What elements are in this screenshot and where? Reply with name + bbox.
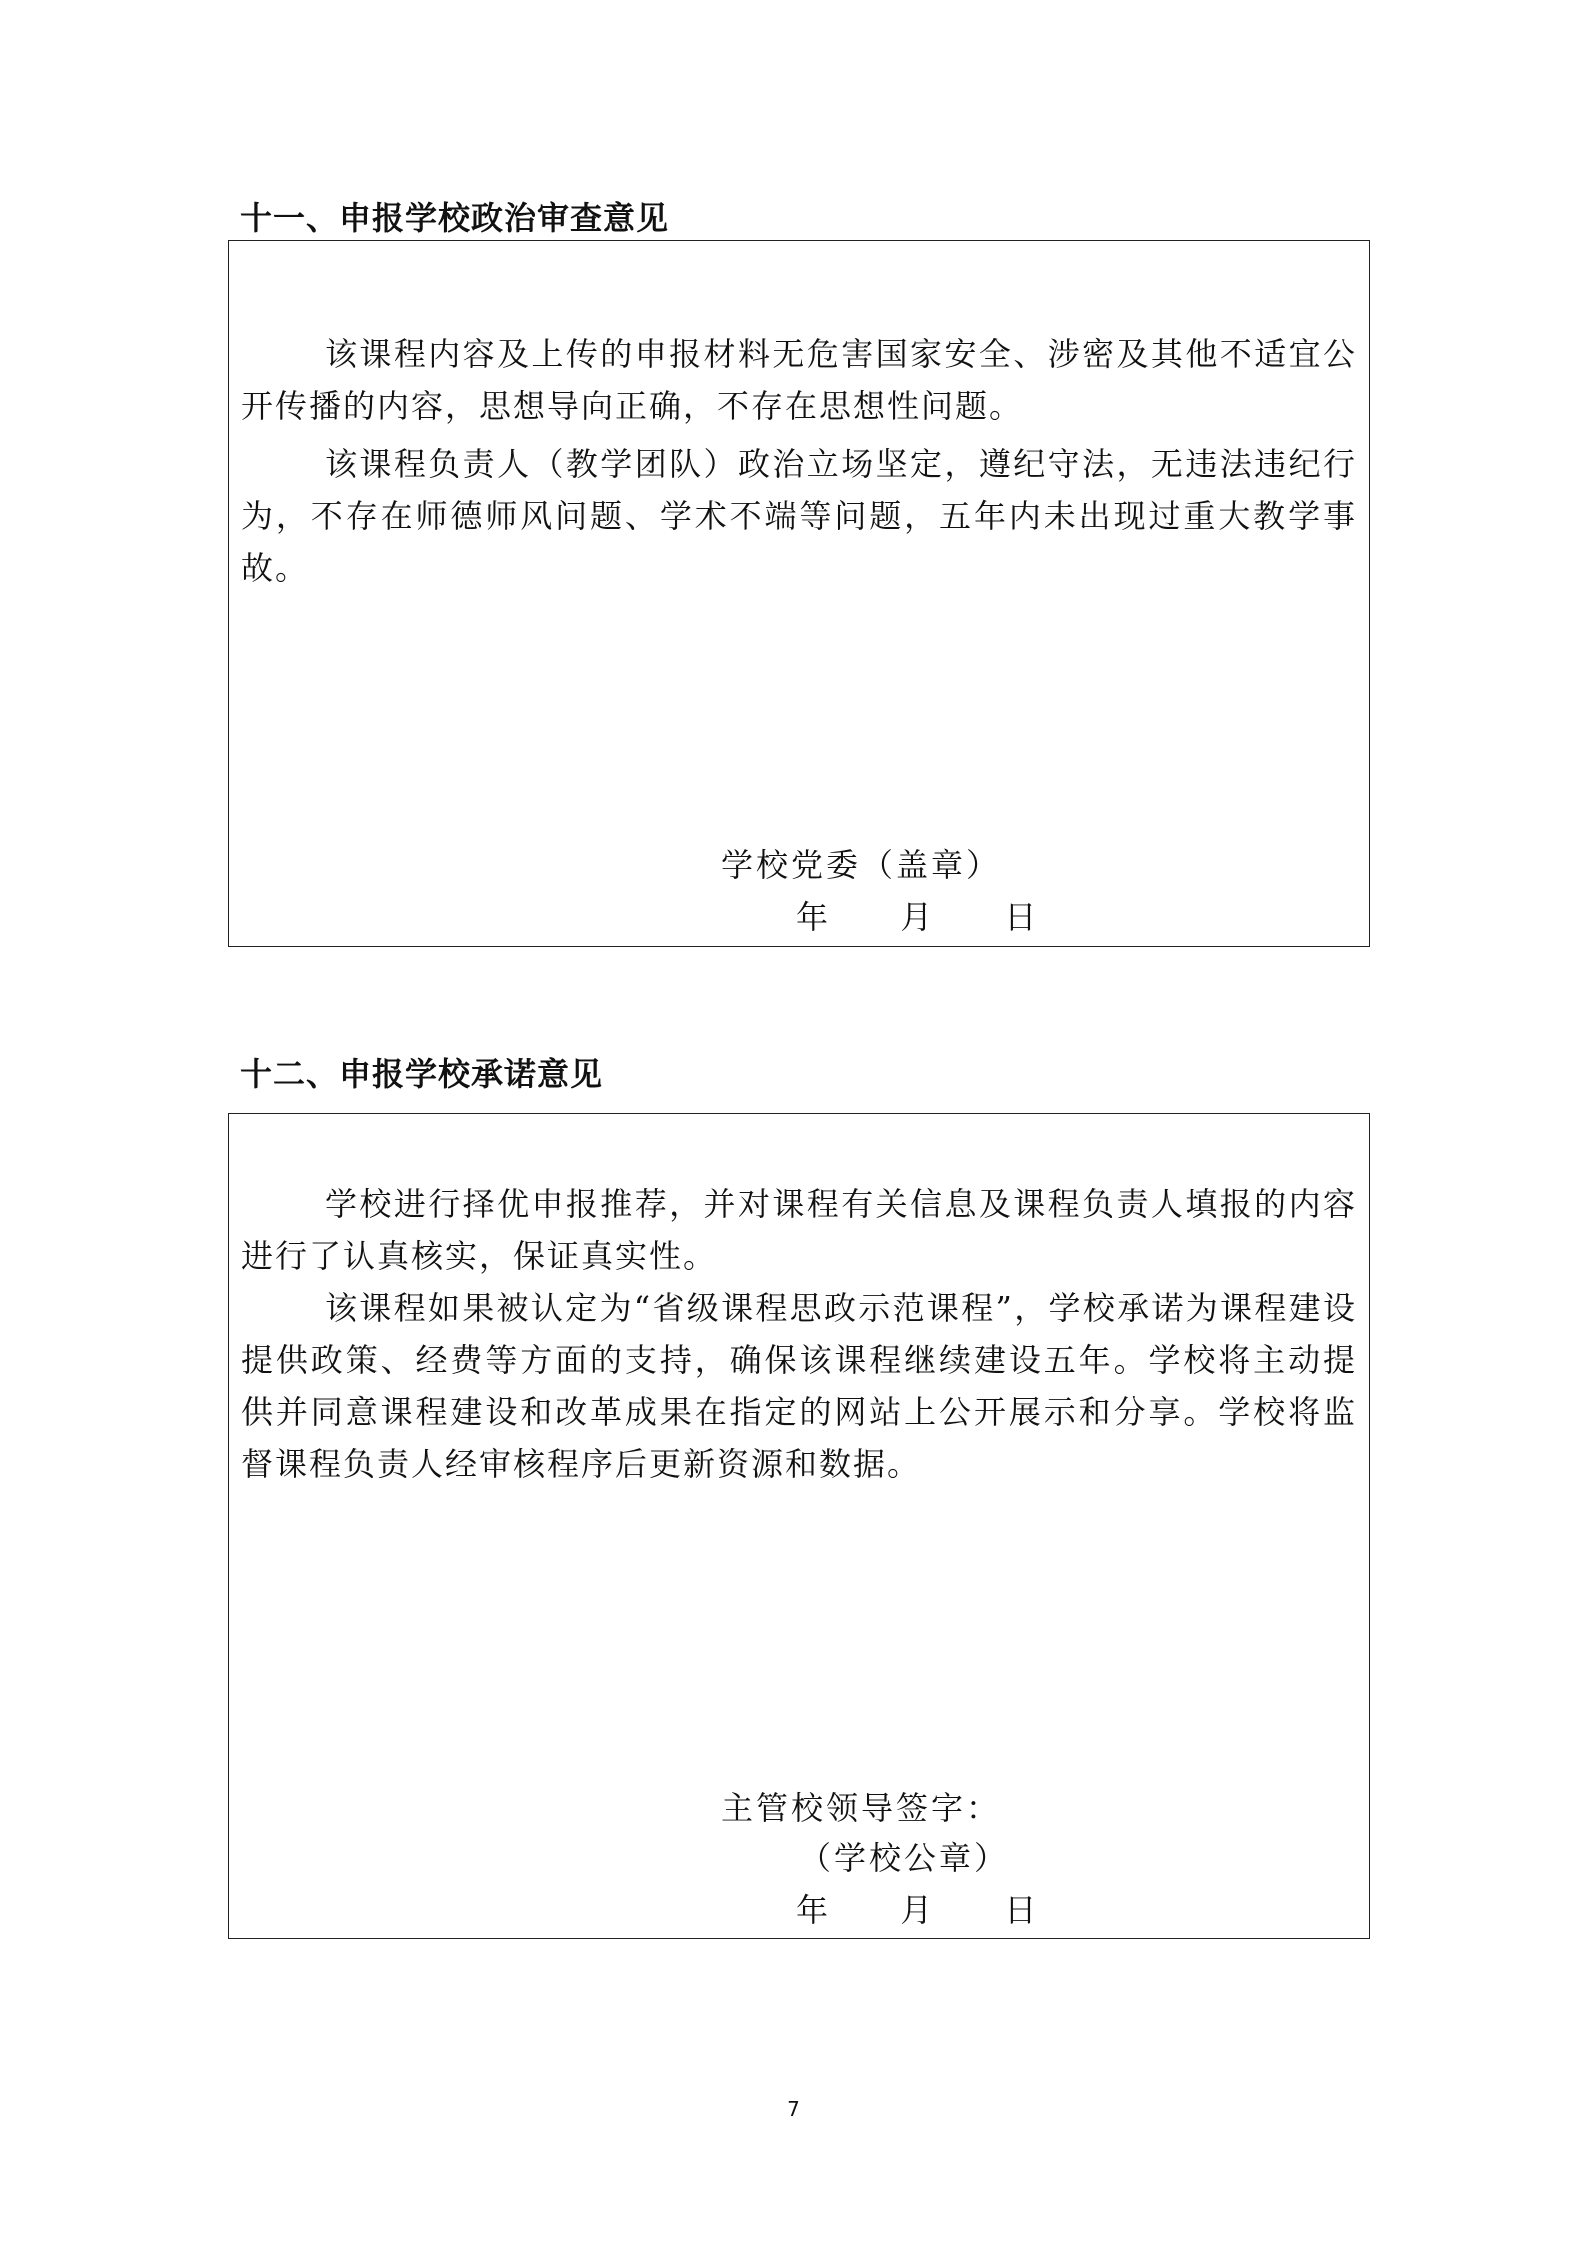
section-11-box bbox=[228, 240, 1370, 947]
date-year: 年 bbox=[796, 898, 832, 936]
date-month: 月 bbox=[900, 898, 936, 936]
section-12-seal: （学校公章） bbox=[799, 1839, 1010, 1877]
section-12-date bbox=[796, 1890, 1039, 1930]
section-12-paragraph-1: 学校进行择优申报推荐，并对课程有关信息及课程负责人填报的内容进行了认真核实，保证真实性。 bbox=[241, 1185, 1357, 1275]
date-year: 年 bbox=[796, 1891, 832, 1929]
section-11-date bbox=[796, 897, 1039, 937]
date-day: 日 bbox=[1004, 898, 1040, 936]
section-11-title: 十一、申报学校政治审查意见 bbox=[240, 199, 670, 237]
section-11-paragraph-1: 该课程内容及上传的申报材料无危害国家安全、涉密及其他不适宜公开传播的内容，思想导向正确，不存在思想性问题。 bbox=[241, 335, 1357, 425]
date-day: 日 bbox=[1004, 1891, 1040, 1929]
section-12-signature: 主管校领导签字： bbox=[721, 1789, 1002, 1827]
section-12-title: 十二、申报学校承诺意见 bbox=[240, 1055, 604, 1093]
section-11-paragraph-2: 该课程负责人（教学团队）政治立场坚定，遵纪守法，无违法违纪行为，不存在师德师风问题、学术不端等问题，五年内未出现过重大教学事故。 bbox=[241, 445, 1357, 587]
page-number: 7 bbox=[787, 2097, 800, 2121]
date-month: 月 bbox=[900, 1891, 936, 1929]
section-12-box bbox=[228, 1113, 1370, 1939]
section-12-paragraph-2: 该课程如果被认定为“省级课程思政示范课程”，学校承诺为课程建设提供政策、经费等方面的支持，确保该课程继续建设五年。学校将主动提供并同意课程建设和改革成果在指定的网站上公开展示和分享。学校将监督课程负责人经审核程序后更新资源和数据。 bbox=[241, 1289, 1357, 1483]
section-11-signature: 学校党委（盖章） bbox=[721, 846, 1002, 884]
